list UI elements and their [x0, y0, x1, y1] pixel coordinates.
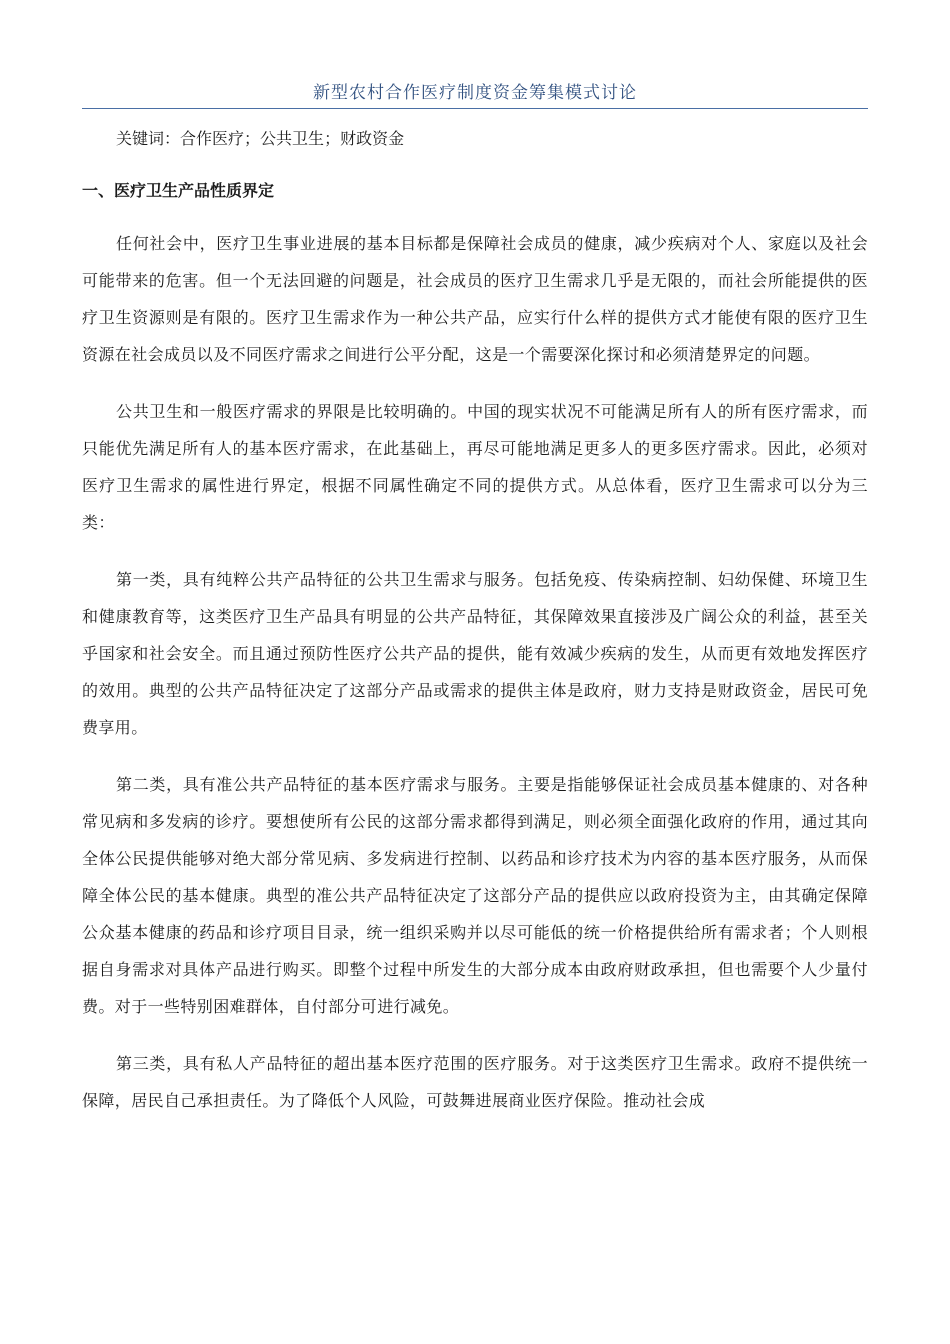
header-divider	[82, 108, 868, 109]
keywords-label: 关键词：	[116, 129, 181, 148]
paragraph: 任何社会中，医疗卫生事业进展的基本目标都是保障社会成员的健康，减少疾病对个人、家庭以及社会可能带来的危害。但一个无法回避的问题是，社会成员的医疗卫生需求几乎是无限的，而社会所能提供的医疗卫生资源则是有限的。医疗卫生需求作为一种公共产品，应实行什么样的提供方式才能使有限的医疗卫生资源在社会成员以及不同医疗需求之间进行公平分配，这是一个需要深化探讨和必须清楚界定的问题。	[82, 234, 868, 364]
keyword-item: 公共卫生	[260, 129, 325, 148]
section-heading: 一、医疗卫生产品性质界定	[82, 181, 275, 200]
keyword-item: 合作医疗	[180, 129, 245, 148]
paragraph: 第二类，具有准公共产品特征的基本医疗需求与服务。主要是指能够保证社会成员基本健康的、对各种常见病和多发病的诊疗。要想使所有公民的这部分需求都得到满足，则必须全面强化政府的作用，通过其向全体公民提供能够对绝大部分常见病、多发病进行控制、以药品和诊疗技术为内容的基本医疗服务，从而保障全体公民的基本健康。典型的准公共产品特征决定了这部分产品的提供应以政府投资为主，由其确定保障公众基本健康的药品和诊疗项目目录，统一组织采购并以尽可能低的统一价格提供给所有需求者；个人则根据自身需求对具体产品进行购买。即整个过程中所发生的大部分成本由政府财政承担，但也需要个人少量付费。对于一些特别困难群体，自付部分可进行减免。	[82, 775, 868, 1016]
keyword-separator: ；	[324, 129, 341, 148]
keyword-separator: ；	[244, 129, 261, 148]
paragraph: 第三类，具有私人产品特征的超出基本医疗范围的医疗服务。对于这类医疗卫生需求。政府不提供统一保障，居民自己承担责任。为了降低个人风险，可鼓舞进展商业医疗保险。推动社会成	[82, 1054, 868, 1110]
paragraph: 公共卫生和一般医疗需求的界限是比较明确的。中国的现实状况不可能满足所有人的所有医疗需求，而只能优先满足所有人的基本医疗需求，在此基础上，再尽可能地满足更多人的更多医疗需求。因此，必须对医疗卫生需求的属性进行界定，根据不同属性确定不同的提供方式。从总体看，医疗卫生需求可以分为三类：	[82, 402, 868, 532]
body-text	[82, 225, 868, 1139]
paragraph: 第一类，具有纯粹公共产品特征的公共卫生需求与服务。包括免疫、传染病控制、妇幼保健、环境卫生和健康教育等，这类医疗卫生产品具有明显的公共产品特征，其保障效果直接涉及广阔公众的利益，甚至关乎国家和社会安全。而且通过预防性医疗公共产品的提供，能有效减少疾病的发生，从而更有效地发挥医疗的效用。典型的公共产品特征决定了这部分产品或需求的提供主体是政府，财力支持是财政资金，居民可免费享用。	[82, 570, 868, 737]
keyword-item: 财政资金	[340, 129, 405, 148]
document-title: 新型农村合作医疗制度资金筹集模式讨论	[313, 83, 637, 103]
keywords-line	[116, 125, 404, 153]
